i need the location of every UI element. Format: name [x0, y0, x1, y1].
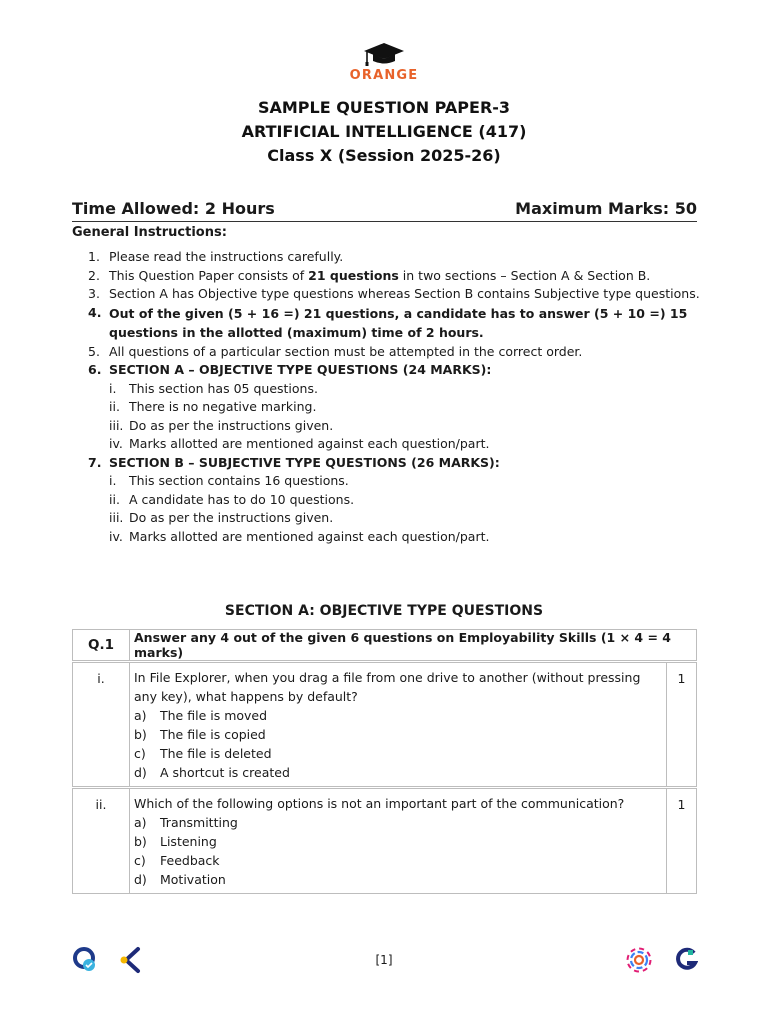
instruction-item: 3. Section A has Objective type questions whereas Section B contains Subjective type questions.: [88, 286, 700, 301]
section-a-title: SECTION A: OBJECTIVE TYPE QUESTIONS: [224, 603, 544, 619]
title-line-1: SAMPLE QUESTION PAPER-3: [257, 98, 511, 117]
title-line-3: Class X (Session 2025-26): [267, 146, 501, 165]
marks: 1: [667, 663, 697, 787]
sub-instruction: i. This section has 05 questions.: [109, 380, 318, 396]
option: b) Listening: [134, 834, 217, 849]
instructions-list: [88, 248, 700, 546]
sub-instruction: ii. There is no negative marking.: [109, 399, 317, 414]
graduation-cap-icon: [362, 42, 406, 66]
instruction-item: 6. SECTION A – OBJECTIVE TYPE QUESTIONS (24 MARKS):: [88, 362, 492, 377]
swirl-flower-icon: [626, 946, 652, 974]
general-instructions-title: General Instructions:: [72, 225, 227, 240]
question-text: Which of the following options is not an important part of the communication?: [134, 796, 625, 811]
option: a) Transmitting: [134, 815, 238, 830]
meta-row: [72, 199, 697, 222]
sub-instruction: iv. Marks allotted are mentioned against each question/part.: [109, 436, 490, 451]
sub-question-body: [130, 663, 667, 787]
sub-question-number: ii.: [73, 789, 130, 894]
question-label: Q.1: [73, 630, 130, 661]
instruction-item: 4. Out of the given (5 + 16 =) 21 questions, a candidate has to answer (5 + 10 =) 15 questions in the allotted (maximum) time of 2 hours.: [88, 304, 688, 340]
logo-text: ORANGE: [349, 68, 419, 83]
sub-instruction: iii. Do as per the instructions given.: [109, 510, 334, 525]
table-row: [73, 789, 697, 894]
orange-logo: [0, 42, 768, 84]
footer-logo-right-2: [674, 946, 698, 979]
option: a) The file is moved: [134, 708, 268, 723]
question-table: [72, 629, 697, 894]
option: c) Feedback: [134, 853, 220, 868]
question-text: In File Explorer, when you drag a file from one drive to another (without pressing any key), what happens by default?: [134, 670, 641, 704]
page-number: [1]: [375, 953, 393, 967]
g-logo-icon: [674, 946, 698, 974]
title-line-2: ARTIFICIAL INTELLIGENCE (417): [241, 122, 527, 141]
sub-instruction: ii. A candidate has to do 10 questions.: [109, 491, 355, 507]
footer-logo-right-1: [626, 946, 652, 979]
sub-instruction: i. This section contains 16 questions.: [109, 473, 349, 488]
table-header-row: [73, 630, 697, 661]
max-marks: Maximum Marks: 50: [515, 199, 697, 218]
instruction-item: 5. All questions of a particular section must be attempted in the correct order.: [88, 343, 583, 359]
marks: 1: [667, 789, 697, 894]
question-heading: Answer any 4 out of the given 6 questions on Employability Skills (1 × 4 = 4 marks): [130, 630, 697, 661]
instruction-item: 7. SECTION B – SUBJECTIVE TYPE QUESTIONS (26 MARKS):: [88, 454, 500, 470]
sub-question-body: [130, 789, 667, 894]
sub-instruction: iv. Marks allotted are mentioned against each question/part.: [109, 528, 490, 544]
instruction-item: 2. This Question Paper consists of 21 questions in two sections – Section A & Section B.: [88, 267, 651, 283]
sub-question-number: i.: [73, 663, 130, 787]
option: c) The file is deleted: [134, 746, 272, 761]
sub-instruction: iii. Do as per the instructions given.: [109, 417, 334, 433]
paper-title: [0, 96, 768, 168]
time-allowed: Time Allowed: 2 Hours: [72, 199, 275, 218]
option: d) A shortcut is created: [134, 765, 290, 780]
table-row: [73, 663, 697, 787]
option: b) The file is copied: [134, 727, 266, 742]
option: d) Motivation: [134, 872, 226, 887]
instruction-item: 1. Please read the instructions carefully.: [88, 249, 344, 264]
